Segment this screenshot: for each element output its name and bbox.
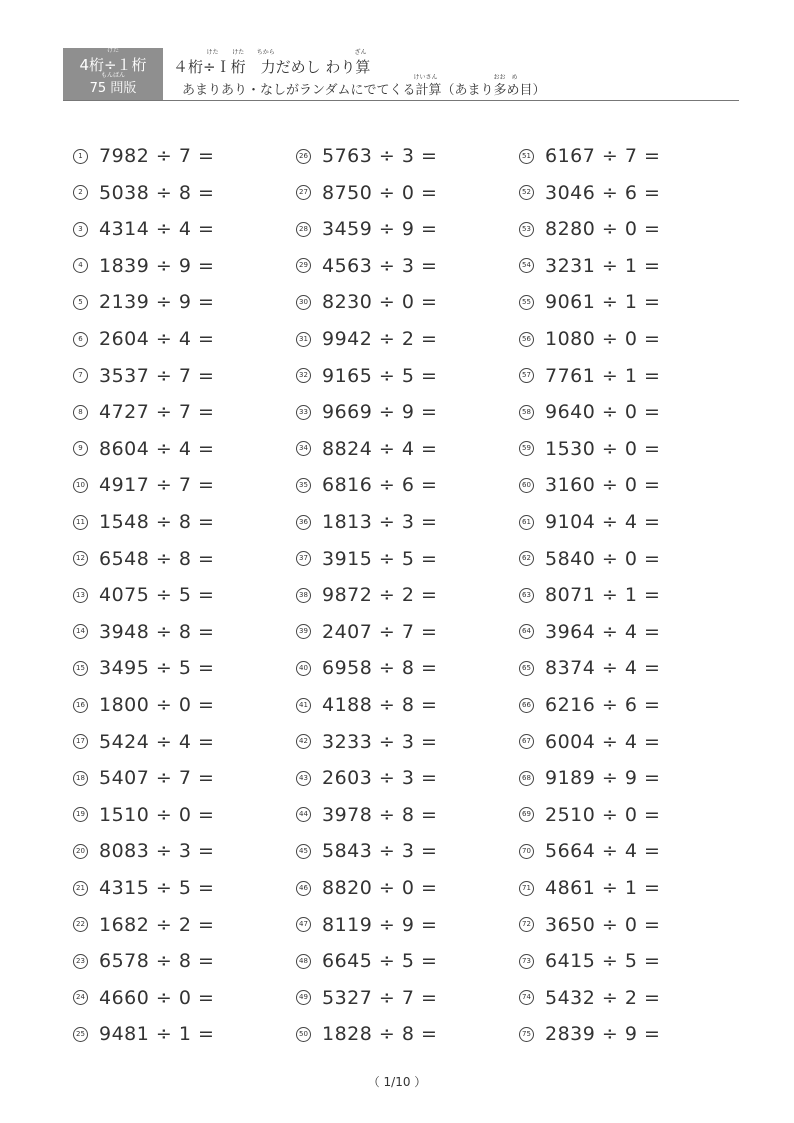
problem-number: 53 [519,222,534,237]
problem-item [73,763,214,793]
problem-expression: 9481 ÷ 1 = [99,1023,215,1046]
problem-number: 67 [519,734,534,749]
problem-expression: 5843 ÷ 3 = [322,840,438,863]
problem-item [73,251,214,281]
problem-number: 63 [519,588,534,603]
problem-expression: 6415 ÷ 5 = [545,950,661,973]
badge-ruby-2: もんばん [100,72,126,79]
problem-expression: 5038 ÷ 8 = [99,181,215,204]
problem-item [73,507,214,537]
problem-number: 47 [296,917,311,932]
problem-number: 28 [296,222,311,237]
problem-item [296,214,437,244]
problem-expression: 7761 ÷ 1 = [545,364,661,387]
problem-expression: 8824 ÷ 4 = [322,437,438,460]
problem-item [296,836,437,866]
problem-expression: 9104 ÷ 4 = [545,511,661,533]
problem-item [296,763,437,793]
problem-expression: 9872 ÷ 2 = [322,584,438,607]
header-divider [63,100,739,101]
problem-expression: 5763 ÷ 3 = [322,145,438,167]
problem-expression: 8820 ÷ 0 = [322,877,438,899]
problem-expression: 1548 ÷ 8 = [99,511,215,533]
problem-item [296,141,437,171]
badge-subtitle [89,72,137,97]
page-number: （ 1/10 ） [367,1075,427,1089]
problem-expression: 8230 ÷ 0 = [322,291,438,314]
problem-expression: 3948 ÷ 8 = [99,620,215,643]
problem-number: 58 [519,405,534,420]
problem-number: 44 [296,807,311,822]
problem-number: 1 [73,149,88,164]
problem-number: 17 [73,734,88,749]
problem-expression: 6816 ÷ 6 = [322,474,438,497]
problem-item [73,690,214,720]
problem-expression: 1800 ÷ 0 = [99,694,215,716]
problem-item [73,1019,214,1049]
problem-number: 40 [296,661,311,676]
problem-item [296,727,437,757]
problem-number: 25 [73,1027,88,1042]
problem-expression: 9165 ÷ 5 = [322,364,438,387]
problem-number: 42 [296,734,311,749]
problem-item [73,324,214,354]
problem-expression: 8374 ÷ 4 = [545,657,661,680]
problem-expression: 6004 ÷ 4 = [545,730,661,753]
problem-expression: 8750 ÷ 0 = [322,181,438,204]
problem-item [296,690,437,720]
problem-number: 30 [296,295,311,310]
problem-number: 26 [296,149,311,164]
problem-item [519,910,660,940]
problem-item [519,617,660,647]
problem-number: 35 [296,478,311,493]
problem-item [296,507,437,537]
problem-expression: 6216 ÷ 6 = [545,694,661,716]
subtitle-text: あまりあり・なしがランダムにでてくる計算（あまり多め目） [182,83,546,98]
problem-expression: 5407 ÷ 7 = [99,767,215,790]
problem-expression: 1682 ÷ 2 = [99,913,215,936]
problem-item [73,727,214,757]
problem-expression: 7982 ÷ 7 = [99,145,215,167]
problem-expression: 5327 ÷ 7 = [322,986,438,1009]
problem-item [519,324,660,354]
problem-expression: 6548 ÷ 8 = [99,547,215,570]
problem-number: 69 [519,807,534,822]
subtitle-ruby-wrap [182,74,546,99]
problem-number: 59 [519,441,534,456]
problem-number: 45 [296,844,311,859]
problem-expression: 3964 ÷ 4 = [545,620,661,643]
problem-number: 52 [519,185,534,200]
problem-item [73,617,214,647]
title-ruby-keta-2: けた [232,49,245,56]
problem-number: 62 [519,551,534,566]
problem-number: 49 [296,990,311,1005]
problem-expression: 8119 ÷ 9 = [322,913,438,936]
problem-expression: 4563 ÷ 3 = [322,254,438,277]
problem-item [73,287,214,317]
problem-item [519,946,660,976]
problem-expression: 5432 ÷ 2 = [545,986,661,1009]
problem-expression: 9640 ÷ 0 = [545,401,661,424]
problem-expression: 1839 ÷ 9 = [99,254,215,277]
problem-number: 14 [73,624,88,639]
problem-number: 60 [519,478,534,493]
problem-item [519,361,660,391]
problem-item [519,983,660,1013]
subtitle-ruby-oome: おお め [493,74,518,81]
problem-number: 51 [519,149,534,164]
title-ruby-keta: けた [206,49,219,56]
problem-item [519,251,660,281]
problem-expression: 4917 ÷ 7 = [99,474,215,497]
problem-expression: 2604 ÷ 4 = [99,328,215,350]
problem-expression: 4314 ÷ 4 = [99,218,215,241]
problem-expression: 3160 ÷ 0 = [545,474,661,497]
problem-item [73,836,214,866]
problem-number: 7 [73,368,88,383]
problem-item [519,800,660,830]
subtitle-ruby-keisan: けいさん [413,74,438,81]
problem-number: 10 [73,478,88,493]
problem-expression: 9061 ÷ 1 = [545,291,661,314]
problem-item [73,544,214,574]
problem-item [73,214,214,244]
problem-number: 19 [73,807,88,822]
problem-number: 11 [73,515,88,530]
problem-number: 71 [519,881,534,896]
problem-number: 31 [296,332,311,347]
problem-expression: 3495 ÷ 5 = [99,657,215,680]
problem-item [296,910,437,940]
problem-number: 73 [519,954,534,969]
problem-item [296,178,437,208]
problem-item [519,434,660,464]
problem-item [296,1019,437,1049]
problem-number: 9 [73,441,88,456]
problem-item [73,653,214,683]
problem-item [73,873,214,903]
problem-item [296,653,437,683]
problem-number: 57 [519,368,534,383]
problem-item [73,580,214,610]
problem-item [73,397,214,427]
problem-expression: 3650 ÷ 0 = [545,913,661,936]
problem-number: 72 [519,917,534,932]
problem-number: 41 [296,698,311,713]
problem-number: 36 [296,515,311,530]
problem-expression: 2139 ÷ 9 = [99,291,215,314]
problem-number: 55 [519,295,534,310]
problem-item [73,470,214,500]
problem-item [73,910,214,940]
problem-item [296,580,437,610]
problem-item [296,287,437,317]
problem-expression: 3233 ÷ 3 = [322,730,438,753]
problem-expression: 6167 ÷ 7 = [545,145,661,167]
problem-item [519,836,660,866]
badge-line2: 75 問版 [89,81,137,96]
problem-item [73,946,214,976]
title-ruby-wrap [173,49,371,76]
problem-expression: 9669 ÷ 9 = [322,401,438,424]
problem-number: 68 [519,771,534,786]
problem-number: 32 [296,368,311,383]
badge-line1: 4桁÷１桁 [79,56,147,74]
problem-number: 66 [519,698,534,713]
problem-expression: 4075 ÷ 5 = [99,584,215,607]
problem-number: 15 [73,661,88,676]
problem-expression: 1530 ÷ 0 = [545,437,661,460]
problem-expression: 2839 ÷ 9 = [545,1023,661,1046]
problem-item [296,434,437,464]
problem-expression: 3978 ÷ 8 = [322,803,438,826]
problem-number: 75 [519,1027,534,1042]
title-ruby-chikara: ちから [256,49,275,56]
problem-item [519,873,660,903]
problem-number: 24 [73,990,88,1005]
problem-expression: 6645 ÷ 5 = [322,950,438,973]
problem-expression: 8071 ÷ 1 = [545,584,661,607]
problem-number: 18 [73,771,88,786]
problem-number: 46 [296,881,311,896]
problem-number: 64 [519,624,534,639]
problem-expression: 3046 ÷ 6 = [545,181,661,204]
problem-item [519,507,660,537]
problem-item [519,653,660,683]
problem-item [519,544,660,574]
problem-item [519,727,660,757]
problem-item [519,470,660,500]
problem-number: 74 [519,990,534,1005]
problem-number: 16 [73,698,88,713]
worksheet-title [173,49,371,76]
problem-item [296,397,437,427]
problem-expression: 1510 ÷ 0 = [99,803,215,826]
problem-number: 29 [296,258,311,273]
problem-expression: 2407 ÷ 7 = [322,620,438,643]
problem-number: 38 [296,588,311,603]
problem-expression: 8604 ÷ 4 = [99,437,215,460]
problem-expression: 4315 ÷ 5 = [99,877,215,899]
problem-number: 39 [296,624,311,639]
problem-item [73,983,214,1013]
problem-expression: 3231 ÷ 1 = [545,254,661,277]
problem-expression: 4727 ÷ 7 = [99,401,215,424]
problem-item [296,544,437,574]
problem-expression: 2510 ÷ 0 = [545,803,661,826]
problem-number: 13 [73,588,88,603]
title-ruby-zan: ざん [354,49,367,56]
problem-expression: 3537 ÷ 7 = [99,364,215,387]
problem-number: 5 [73,295,88,310]
problem-item [296,946,437,976]
header-badge [63,48,163,101]
problem-item [519,580,660,610]
problem-expression: 6958 ÷ 8 = [322,657,438,680]
badge-ruby-wrap-2 [89,72,137,97]
problem-number: 50 [296,1027,311,1042]
problem-number: 48 [296,954,311,969]
problem-item [519,1019,660,1049]
problem-item [519,397,660,427]
problem-item [73,178,214,208]
problem-number: 2 [73,185,88,200]
problem-expression: 1828 ÷ 8 = [322,1023,438,1046]
problem-expression: 5664 ÷ 4 = [545,840,661,863]
problem-expression: 3459 ÷ 9 = [322,218,438,241]
problem-number: 21 [73,881,88,896]
title-text: ４桁÷Ｉ桁 力だめし わり算 [173,58,371,76]
problem-number: 54 [519,258,534,273]
problem-item [519,763,660,793]
problem-item [296,983,437,1013]
problem-expression: 1080 ÷ 0 = [545,328,661,350]
problem-number: 23 [73,954,88,969]
problem-expression: 5424 ÷ 4 = [99,730,215,753]
problem-item [519,287,660,317]
problem-item [296,251,437,281]
problem-expression: 4188 ÷ 8 = [322,694,438,716]
problem-number: 4 [73,258,88,273]
badge-ruby: けた [106,47,120,54]
problem-expression: 9189 ÷ 9 = [545,767,661,790]
problem-number: 12 [73,551,88,566]
problem-number: 27 [296,185,311,200]
problem-item [519,214,660,244]
problem-expression: 9942 ÷ 2 = [322,328,438,350]
problem-item [296,470,437,500]
worksheet-subtitle [182,74,546,99]
problem-item [519,141,660,171]
problem-item [73,434,214,464]
problem-expression: 8083 ÷ 3 = [99,840,215,863]
problem-number: 61 [519,515,534,530]
problem-number: 56 [519,332,534,347]
problem-number: 8 [73,405,88,420]
problem-number: 33 [296,405,311,420]
problem-item [296,361,437,391]
problem-expression: 6578 ÷ 8 = [99,950,215,973]
problem-expression: 2603 ÷ 3 = [322,767,438,790]
problem-number: 3 [73,222,88,237]
problem-item [296,800,437,830]
problem-number: 22 [73,917,88,932]
problem-number: 34 [296,441,311,456]
problem-expression: 1813 ÷ 3 = [322,511,438,533]
problem-item [519,178,660,208]
problem-number: 70 [519,844,534,859]
problem-item [296,617,437,647]
problem-item [73,361,214,391]
problem-item [73,141,214,171]
problem-number: 37 [296,551,311,566]
problem-item [296,873,437,903]
problem-item [73,800,214,830]
problem-item [519,690,660,720]
problem-number: 65 [519,661,534,676]
problem-expression: 3915 ÷ 5 = [322,547,438,570]
problem-expression: 5840 ÷ 0 = [545,547,661,570]
problem-expression: 4660 ÷ 0 = [99,986,215,1009]
problem-number: 20 [73,844,88,859]
problem-number: 6 [73,332,88,347]
problem-number: 43 [296,771,311,786]
problem-expression: 4861 ÷ 1 = [545,877,661,899]
problem-expression: 8280 ÷ 0 = [545,218,661,241]
problem-item [296,324,437,354]
